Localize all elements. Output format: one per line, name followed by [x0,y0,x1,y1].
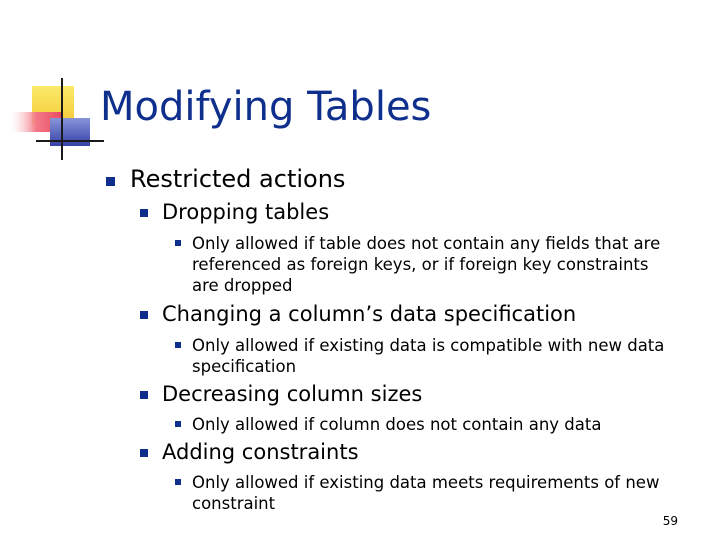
slide-title: Modifying Tables [100,84,432,130]
bullet-l3-dropping-detail: Only allowed if table does not contain any fields that are referenced as foreign keys, or if foreign key constraints are dropped [192,234,661,295]
bullet-l2-dropping-tables: Dropping tables [162,200,330,224]
bullet-square-icon [106,177,115,186]
bullet-square-icon [140,449,148,457]
bullet-l2-changing-spec: Changing a column’s data specification [162,302,577,326]
bullet-square-icon [140,209,148,217]
bullet-l3-adding-detail: Only allowed if existing data meets requirements of new constraint [192,473,660,513]
bullet-square-icon [175,342,181,348]
bullet-l3-decreasing-detail: Only allowed if column does not contain any data [192,415,602,434]
bullet-l1-restricted-actions: Restricted actions [130,165,346,193]
bullet-l2-adding-constraints: Adding constraints [162,440,359,464]
bullet-square-icon [140,311,148,319]
bullet-l3-changing-detail: Only allowed if existing data is compatible with new data specification [192,336,665,376]
bullet-square-icon [175,421,181,427]
bullet-square-icon [140,391,148,399]
bullet-square-icon [175,240,181,246]
bullet-l2-decreasing-sizes: Decreasing column sizes [162,382,423,406]
bullet-square-icon [175,479,181,485]
decorative-logo [0,0,110,165]
page-number: 59 [662,514,678,528]
